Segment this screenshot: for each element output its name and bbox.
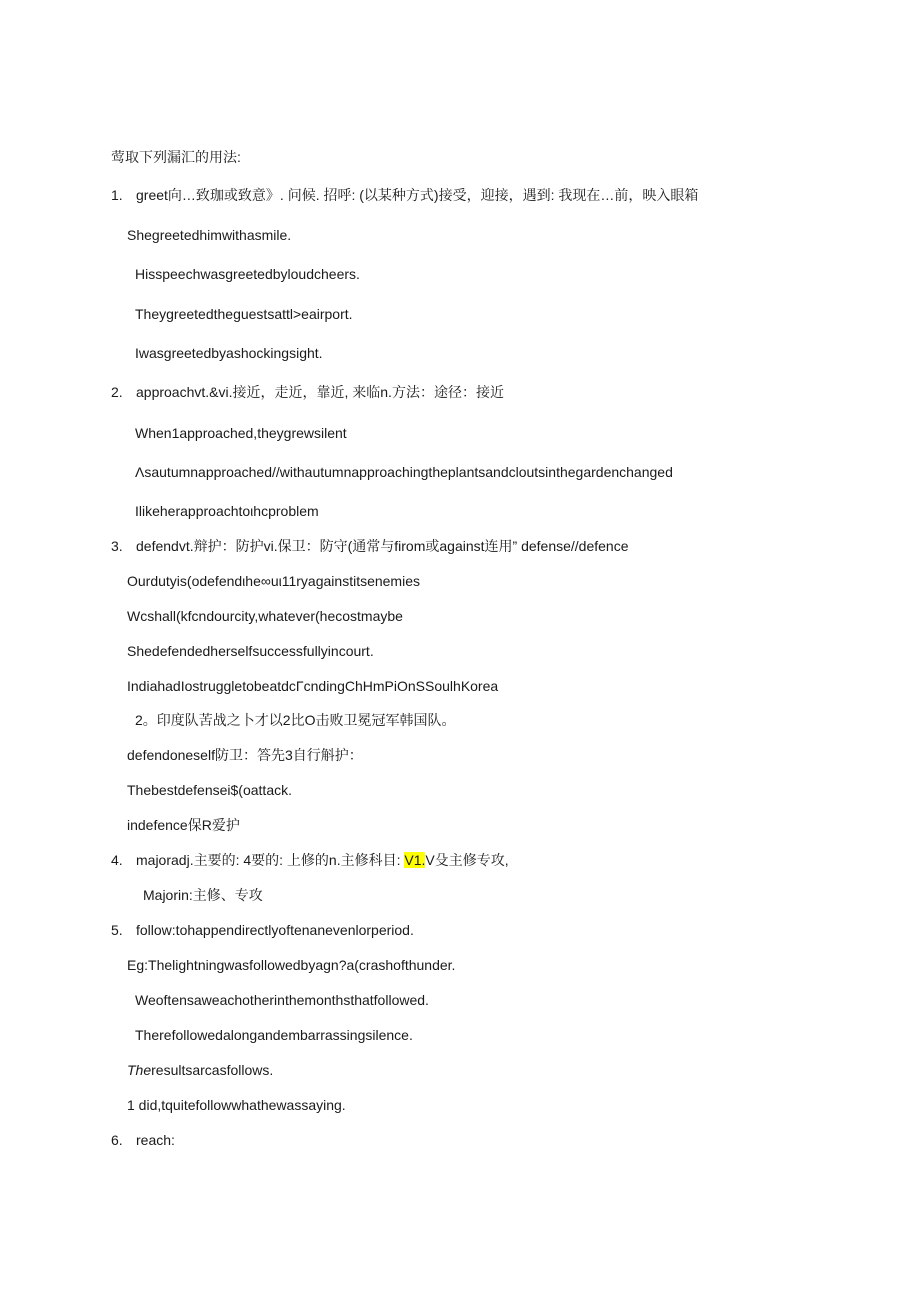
example-line xyxy=(127,1061,273,1079)
example-line: Hisspeechwasgreetedbyloudcheers. xyxy=(135,266,360,282)
example-line: Theygreetedtheguestsattl>eairport. xyxy=(135,306,353,322)
item-number: 6. xyxy=(111,1132,123,1148)
example-line: Weoftensaweachotherinthemonthsthatfollowed. xyxy=(135,992,429,1008)
item-text: reach: xyxy=(136,1132,175,1148)
example-line: Shedefendedherselfsuccessfullyincourt. xyxy=(127,643,374,659)
example-line: Ilikeherapproachtoιhcproblem xyxy=(135,503,319,519)
example-line: 1 did,tquitefollowwhathewassaying. xyxy=(127,1097,346,1113)
item-text: follow:tohappendirectlyoftenanevenlorperiod. xyxy=(136,922,414,938)
example-line: Shegreetedhimwithasmile. xyxy=(127,227,292,243)
item-number: 4. xyxy=(111,852,123,868)
item-text: defendvt.辩护：防护vi.保卫：防守(通常与firom或against连用” defense//defence xyxy=(136,538,629,554)
item-text-before: majoradj.主要的: 4要的: 上修的n.主修科目: xyxy=(136,852,405,868)
example-line: Thebestdefensei$(oattack. xyxy=(127,782,292,798)
item-number: 3. xyxy=(111,538,123,554)
item-text xyxy=(136,851,509,869)
page-heading: 莺取下列漏汇的用法: xyxy=(111,149,241,165)
example-line: IndiahadIostruggletobeatdcΓcndingChHmPiOnSSoulhKorea xyxy=(127,678,499,694)
highlighted-text: V1. xyxy=(404,852,426,868)
example-translation: 2。印度队苦战之卜才以2比O击败卫冕冠军韩国队。 xyxy=(135,712,456,728)
example-line: Ourdutyis(odefendιhe∞uι11ryagainstitsenemies xyxy=(127,573,420,589)
item-text: greet向…致珈或致意》. 问候. 招呼: (以某种方式)接受，迎接，遇到: 我现在…前，映入眼箱 xyxy=(136,187,699,203)
example-line: When1approached,theygrewsilent xyxy=(135,425,347,441)
example-rest: resultsarcasfollows. xyxy=(151,1062,274,1078)
example-line: defendoneself防卫：答先3自行斛护： xyxy=(127,747,363,763)
item-number: 1. xyxy=(111,187,123,203)
item-number: 5. xyxy=(111,922,123,938)
example-line: indefence保R爱护 xyxy=(127,817,240,833)
example-line: Λsautumnapproached//withautumnapproachingtheplantsandcloutsinthegardenchanged xyxy=(135,464,673,480)
item-number: 2. xyxy=(111,384,123,400)
item-text: approachvt.&vi.接近，走近，靠近, 来临n.方法：途径：接近 xyxy=(136,384,504,400)
example-line: Majorin:主修、专攻 xyxy=(143,887,263,903)
example-line: Iwasgreetedbyashockingsight. xyxy=(135,345,323,361)
example-line: Eg:Thelightningwasfollowedbyagn?a(crashofthunder. xyxy=(127,957,456,973)
example-line: Therefollowedalongandembarrassingsilence. xyxy=(135,1027,413,1043)
italic-word: The xyxy=(127,1062,152,1078)
example-line: Wcshall(kfcndourcity,whatever(hecostmaybe xyxy=(127,608,403,624)
item-text-after: V殳主修专攻, xyxy=(425,852,509,868)
